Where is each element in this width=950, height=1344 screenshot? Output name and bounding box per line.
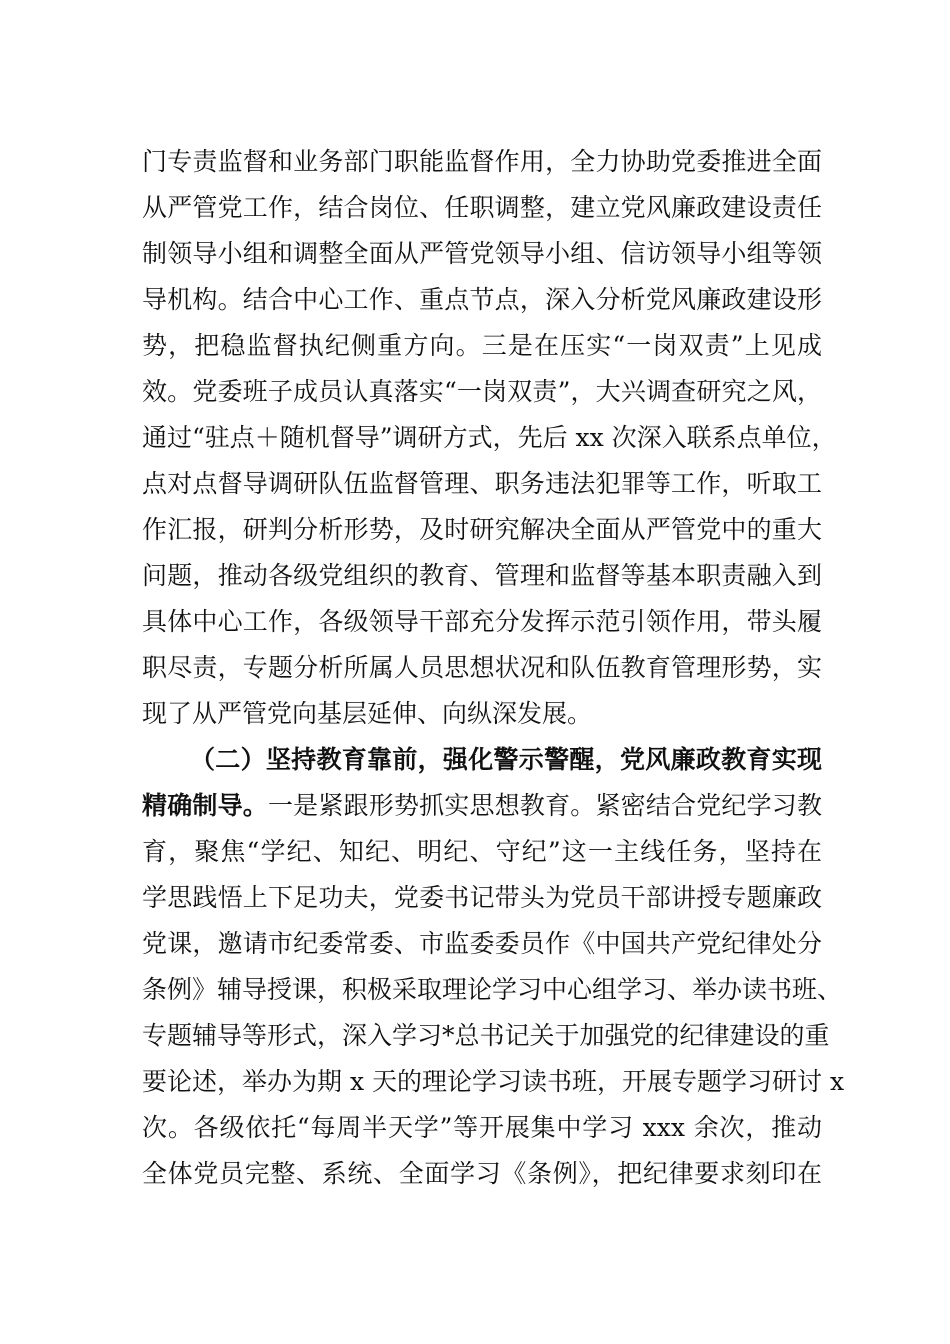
body-text-line: 势，把稳监督执纪侧重方向。三是在压实“一岗双责”上见成 [142,331,822,360]
body-text-line: 效。党委班子成员认真落实“一岗双责”，大兴调查研究之风， [142,377,822,406]
body-text-line [142,786,822,826]
section-heading-continued: 精确制导。 [142,791,268,820]
body-text-line: 点对点督导调研队伍监督管理、职务违法犯罪等工作，听取工 [142,469,822,498]
body-text-line: 问题，推动各级党组织的教育、管理和监督等基本职责融入到 [142,561,822,590]
body-text-line: 通过“驻点＋随机督导”调研方式，先后 xx 次深入联系点单位， [142,423,837,452]
body-text-line: 导机构。结合中心工作、重点节点，深入分析党风廉政建设形 [142,285,822,314]
body-text-line: 职尽责，专题分析所属人员思想状况和队伍教育管理形势，实 [142,653,822,682]
body-text-line: 育，聚焦“学纪、知纪、明纪、守纪”这一主线任务，坚持在 [142,837,822,866]
body-text-line: 专题辅导等形式，深入学习*总书记关于加强党的纪律建设的重 [142,1021,830,1050]
section-heading: （二）坚持教育靠前，强化警示警醒，党风廉政教育实现 [190,745,822,774]
body-text-inline: 一是紧跟形势抓实思想教育。紧密结合党纪学习教 [267,791,822,820]
body-text-line: 全体党员完整、系统、全面学习《条例》，把纪律要求刻印在 [142,1159,822,1188]
body-text-line: 党课，邀请市纪委常委、市监委委员作《中国共产党纪律处分 [142,929,822,958]
body-text-line: 门专责监督和业务部门职能监督作用，全力协助党委推进全面 [142,147,822,176]
body-text-line: 条例》辅导授课，积极采取理论学习中心组学习、举办读书班、 [142,975,843,1004]
body-text-line: 学思践悟上下足功夫，党委书记带头为党员干部讲授专题廉政 [142,883,822,912]
body-text-line: 作汇报，研判分析形势，及时研究解决全面从严管党中的重大 [142,515,822,544]
body-text-line: 要论述，举办为期 x 天的理论学习读书班，开展专题学习研讨 x [142,1067,845,1096]
body-text-line: 具体中心工作，各级领导干部充分发挥示范引领作用，带头履 [142,607,822,636]
body-text-line: 从严管党工作，结合岗位、任职调整，建立党风廉政建设责任 [142,193,822,222]
body-text-line: 现了从严管党向基层延伸、向纵深发展。 [142,699,593,728]
body-text-line: 制领导小组和调整全面从严管党领导小组、信访领导小组等领 [142,239,822,268]
body-text-line: 次。各级依托“每周半天学”等开展集中学习 xxx 余次，推动 [142,1113,822,1142]
